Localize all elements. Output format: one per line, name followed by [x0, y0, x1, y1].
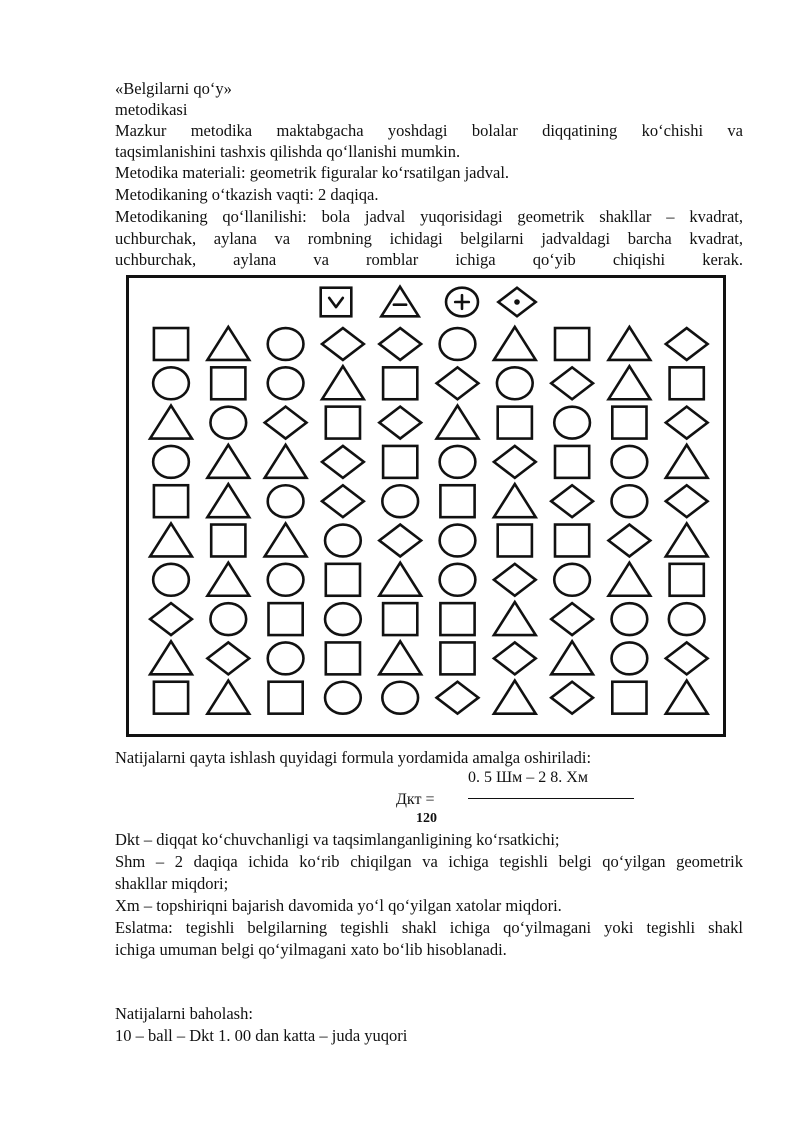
circle-figure [382, 485, 418, 517]
square-figure [211, 367, 245, 399]
circle-figure [268, 564, 304, 596]
triangle-figure [666, 445, 708, 478]
diamond-figure [609, 525, 651, 557]
square-figure [383, 446, 417, 478]
square-figure [269, 682, 303, 714]
circle-figure [153, 367, 189, 399]
formula-lhs: Дкт = [396, 791, 435, 808]
diamond-figure [265, 407, 307, 439]
circle-figure [268, 642, 304, 674]
triangle-figure [379, 563, 421, 596]
evaluation-title: Natijalarni baholash: [115, 1004, 253, 1023]
triangle-figure [265, 523, 307, 556]
triangle-figure [150, 406, 192, 439]
note-line-2: ichiga umuman belgi qo‘yilmagani xato bo‘lib hisoblanadi. [115, 940, 507, 959]
diamond-figure [207, 642, 249, 674]
square-figure [211, 525, 245, 557]
circle-figure [612, 642, 648, 674]
definition-shm-1: Shm – 2 daqiqa ichida ko‘rib chiqilgan va ichiga tegishli belgi qo‘yilgan geometrik [115, 852, 743, 871]
note-line-1: Eslatma: tegishli belgilarning tegishli shakl ichiga qo‘yilmagani yoki tegishli shakl [115, 918, 743, 937]
dot-mark-icon [514, 299, 520, 305]
square-figure [326, 642, 360, 674]
circle-figure [554, 564, 590, 596]
intro-line-2: taqsimlanishini tashxis qilishda qo‘llanishi mumkin. [115, 142, 461, 161]
circle-figure [440, 564, 476, 596]
triangle-figure [322, 366, 364, 399]
formula-fraction-bar [468, 798, 634, 799]
circle-figure [612, 603, 648, 635]
triangle-figure [207, 681, 249, 714]
diamond-figure [666, 407, 708, 439]
triangle-figure [207, 563, 249, 596]
diamond-figure [494, 446, 536, 478]
square-figure [498, 407, 532, 439]
evaluation-row-1: 10 – ball – Dkt 1. 00 dan katta – juda yuqori [115, 1026, 408, 1045]
square-figure [326, 564, 360, 596]
diamond-figure [551, 603, 593, 635]
square-figure [555, 525, 589, 557]
usage-line-3: uchburchak, aylana va romblar ichiga qo‘yib chiqishi kerak. [115, 250, 743, 269]
circle-figure [325, 603, 361, 635]
circle-figure [440, 446, 476, 478]
formula-numerator: 0. 5 Шм – 2 8. Хм [468, 769, 588, 786]
diamond-figure [666, 328, 708, 360]
square-figure [612, 407, 646, 439]
square-figure [154, 682, 188, 714]
usage-line-2: uchburchak, aylana va rombning ichidagi belgilarni jadvaldagi barcha kvadrat, [115, 229, 743, 248]
formula-denominator: 120 [416, 811, 437, 826]
square-figure [498, 525, 532, 557]
square-figure [269, 603, 303, 635]
square-figure [555, 446, 589, 478]
square-figure [440, 642, 474, 674]
triangle-figure [494, 327, 536, 360]
triangle-figure [551, 641, 593, 674]
diamond-figure [551, 682, 593, 714]
square-figure [321, 288, 352, 317]
circle-figure [325, 525, 361, 557]
square-figure [440, 485, 474, 517]
square-figure [326, 407, 360, 439]
definition-xm: Xm – topshiriqni bajarish davomida yo‘l qo‘yilgan xatolar miqdori. [115, 896, 562, 915]
triangle-figure [207, 445, 249, 478]
diamond-figure [437, 682, 479, 714]
definition-shm-2: shakllar miqdori; [115, 874, 229, 893]
time-line: Metodikaning o‘tkazish vaqti: 2 daqiqa. [115, 185, 379, 204]
triangle-figure [494, 484, 536, 517]
usage-line-1: Metodikaning qo‘llanilishi: bola jadval yuqorisidagi geometrik shakllar – kvadrat, [115, 207, 743, 226]
processing-line: Natijalarni qayta ishlash quyidagi formula yordamida amalga oshiriladi: [115, 748, 592, 767]
diamond-figure [666, 485, 708, 517]
circle-figure [554, 407, 590, 439]
square-figure [670, 367, 704, 399]
triangle-figure [381, 287, 418, 317]
circle-figure [325, 682, 361, 714]
triangle-figure [494, 681, 536, 714]
circle-figure [440, 525, 476, 557]
triangle-figure [207, 327, 249, 360]
circle-figure [268, 328, 304, 360]
triangle-figure [437, 406, 479, 439]
square-figure [383, 603, 417, 635]
definition-dkt: Dkt – diqqat ko‘chuvchanligi va taqsimlanganligining ko‘rsatkichi; [115, 830, 560, 849]
square-figure [612, 682, 646, 714]
intro-line-1: Mazkur metodika maktabgacha yoshdagi bolalar diqqatining ko‘chishi va [115, 121, 743, 140]
diamond-figure [551, 367, 593, 399]
v-mark-icon [329, 298, 343, 307]
square-figure [154, 485, 188, 517]
circle-figure [268, 485, 304, 517]
square-figure [154, 328, 188, 360]
method-subtitle: metodikasi [115, 100, 188, 119]
circle-figure [669, 603, 705, 635]
triangle-figure [379, 641, 421, 674]
square-figure [440, 603, 474, 635]
diamond-figure [494, 564, 536, 596]
triangle-figure [609, 563, 651, 596]
triangle-figure [666, 523, 708, 556]
circle-figure [612, 485, 648, 517]
diamond-figure [494, 642, 536, 674]
triangle-figure [666, 681, 708, 714]
circle-figure [210, 407, 246, 439]
method-title: «Belgilarni qo‘y» [115, 79, 232, 98]
triangle-figure [150, 523, 192, 556]
diamond-figure [379, 328, 421, 360]
triangle-figure [609, 366, 651, 399]
diamond-figure [666, 642, 708, 674]
diamond-figure [322, 485, 364, 517]
circle-figure [440, 328, 476, 360]
diamond-figure [150, 603, 192, 635]
triangle-figure [265, 445, 307, 478]
diamond-figure [379, 525, 421, 557]
diamond-figure [551, 485, 593, 517]
square-figure [555, 328, 589, 360]
circle-figure [210, 603, 246, 635]
diamond-figure [322, 446, 364, 478]
triangle-figure [150, 641, 192, 674]
diamond-figure [437, 367, 479, 399]
triangle-figure [207, 484, 249, 517]
circle-figure [612, 446, 648, 478]
triangle-figure [609, 327, 651, 360]
circle-figure [153, 446, 189, 478]
triangle-figure [494, 602, 536, 635]
circle-figure [153, 564, 189, 596]
diamond-figure [322, 328, 364, 360]
material-line: Metodika materiali: geometrik figuralar ko‘rsatilgan jadval. [115, 163, 510, 182]
circle-figure [268, 367, 304, 399]
diamond-figure [379, 407, 421, 439]
circle-figure [382, 682, 418, 714]
square-figure [383, 367, 417, 399]
square-figure [670, 564, 704, 596]
circle-figure [497, 367, 533, 399]
